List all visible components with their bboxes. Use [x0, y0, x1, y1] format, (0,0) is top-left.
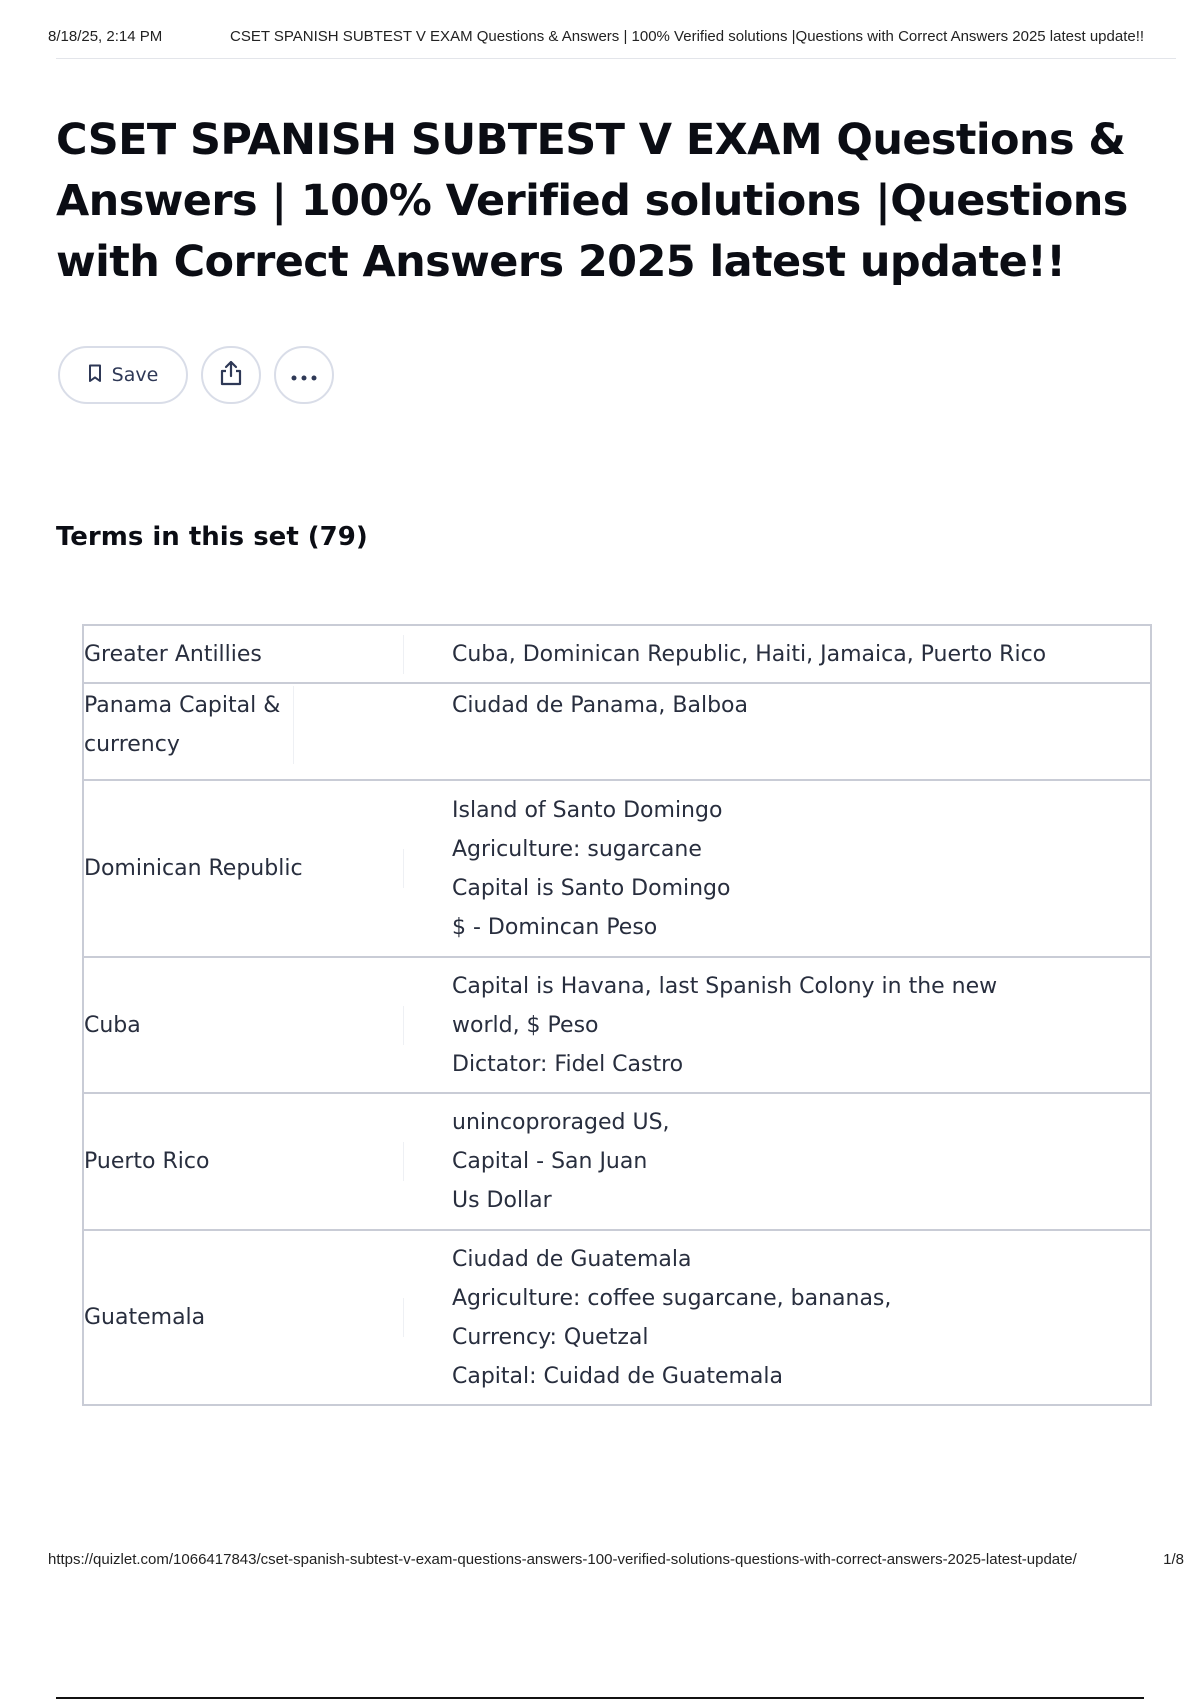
term-row — [84, 626, 1150, 682]
definition-line: Currency: Quetzal — [452, 1324, 649, 1350]
save-button[interactable] — [58, 346, 188, 404]
term-row — [84, 956, 1150, 1092]
share-button[interactable] — [201, 346, 261, 404]
share-icon — [219, 360, 243, 390]
definition-line: Agriculture: sugarcane — [452, 836, 702, 862]
definition-cell — [404, 1103, 1150, 1220]
print-header — [48, 28, 1178, 48]
definition-line: Capital: Cuidad de Guatemala — [452, 1363, 783, 1389]
definition-cell — [404, 1240, 1150, 1396]
definition-line: Dictator: Fidel Castro — [452, 1051, 684, 1077]
more-icon — [290, 366, 318, 385]
terms-heading: Terms in this set (79) — [56, 522, 368, 552]
definition-line: Capital is Havana, last Spanish Colony in the new — [452, 973, 998, 999]
definition-line: unincoproraged US, — [452, 1110, 670, 1135]
term-row — [84, 1229, 1150, 1404]
print-doc-title: CSET SPANISH SUBTEST V EXAM Questions & Answers | 100% Verified solutions |Questions with Correct Answers 2025 latest update!! — [230, 28, 1145, 45]
definition-line: world, $ Peso — [452, 1012, 599, 1038]
term-cell: Greater Antillies — [84, 635, 404, 674]
definition-line: Capital - San Juan — [452, 1149, 648, 1174]
term-row — [84, 779, 1150, 956]
print-footer — [48, 1551, 1184, 1571]
page-title: CSET SPANISH SUBTEST V EXAM Questions & Answers | 100% Verified solutions |Questions with Correct Answers 2025 latest update!! — [56, 115, 1128, 287]
term-row — [84, 1092, 1150, 1229]
print-date: 8/18/25, 2:14 PM — [48, 28, 163, 45]
definition-line: Ciudad de Panama, Balboa — [452, 693, 748, 718]
page-url: https://quizlet.com/1066417843/cset-spanish-subtest-v-exam-questions-answers-100-verified-solutions-questions-with-correct-answers-2025-latest-update/ — [48, 1551, 1077, 1568]
term-cell: Cuba — [84, 1006, 404, 1045]
definition-cell — [404, 967, 1150, 1084]
term-text: Panama Capital & currency — [84, 693, 281, 757]
term-cell: Puerto Rico — [84, 1142, 404, 1181]
definition-line: Cuba, Dominican Republic, Haiti, Jamaica, Puerto Rico — [452, 641, 1047, 667]
term-cell — [84, 686, 294, 764]
term-cell: Guatemala — [84, 1298, 404, 1337]
definition-line: $ - Domincan Peso — [452, 914, 658, 940]
definition-line: Agriculture: coffee sugarcane, bananas, — [452, 1285, 892, 1311]
definition-cell — [404, 686, 1150, 725]
term-row — [84, 682, 1150, 779]
terms-table — [82, 624, 1152, 1406]
page-number: 1/8 — [1163, 1551, 1184, 1568]
term-cell: Dominican Republic — [84, 849, 404, 888]
definition-line: Capital is Santo Domingo — [452, 875, 731, 901]
save-label: Save — [111, 364, 159, 386]
definition-line: Us Dollar — [452, 1188, 552, 1213]
bottom-divider — [56, 1697, 1144, 1699]
more-options-button[interactable] — [274, 346, 334, 404]
definition-cell — [404, 635, 1150, 674]
definition-line: Island of Santo Domingo — [452, 797, 723, 823]
header-divider — [56, 58, 1176, 59]
definition-line: Ciudad de Guatemala — [452, 1246, 692, 1272]
definition-cell — [404, 791, 1150, 947]
bookmark-icon — [88, 364, 102, 387]
